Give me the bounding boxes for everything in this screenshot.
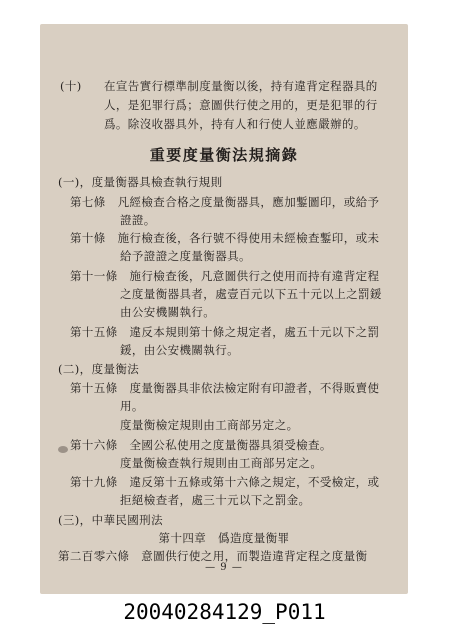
scanned-page [40, 24, 408, 594]
archive-id-caption: 20040284129_P011 [123, 600, 326, 624]
article-line: 鍰，由公安機關執行。 [120, 343, 239, 357]
article-line: 第十九條 違反第十五條或第十六條之規定，不受檢定，或 [70, 475, 380, 489]
article-line: 拒絕檢查者，處三十元以下之罰金。 [120, 493, 311, 507]
para-line: 在宣告實行標準制度量衡以後，持有違背定程器具的 [104, 79, 378, 93]
article-note: 度量衡檢查執行規則由工商部另定之。 [120, 456, 323, 470]
article-line: 第十六條 全國公私使用之度量衡器具須受檢查。 [70, 438, 332, 452]
section-heading: (三)，中華民國刑法 [58, 513, 163, 527]
section-title: 重要度量衡法規摘錄 [149, 146, 299, 164]
article-line: 由公安機關執行。 [120, 305, 216, 319]
article-line: 第十五條 違反本規則第十條之規定者，處五十元以下之罰 [70, 325, 380, 339]
article-note: 度量衡檢定規則由工商部另定之。 [120, 418, 299, 432]
para-marker: (十) [60, 79, 82, 93]
article-line: 第二百零六條 意圖供行使之用，而製造違背定程之度量衡 [58, 549, 368, 563]
para-line: 人，是犯罪行爲；意圖供行使之用的，更是犯罪的行 [104, 98, 378, 112]
section-heading: (一)，度量衡器具檢查執行規則 [58, 175, 223, 189]
ink-smudge [58, 446, 68, 453]
article-line: 給予證證之度量衡器具。 [120, 249, 251, 263]
chapter-heading: 第十四章 僞造度量衡罪 [158, 531, 290, 545]
para-line: 爲。除沒收器具外，持有人和行使人並應嚴辦的。 [104, 117, 366, 131]
article-line: 第十一條 施行檢查後，凡意圖供行之使用而持有違背定程 [70, 269, 380, 283]
article-line: 第七條 凡經檢查合格之度量衡器具，應加鏨圖印，或給予 [70, 195, 380, 209]
article-line: 第十五條 度量衡器具非依法檢定附有印證者，不得販賣使 [70, 381, 380, 395]
article-line: 第十條 施行檢查後，各行號不得使用未經檢查鏨印，或未 [70, 231, 380, 245]
article-line: 之度量衡器具者，處壹百元以下五十元以上之罰鍰 [120, 287, 382, 301]
section-heading: (二)，度量衡法 [58, 362, 140, 376]
article-line: 證證。 [120, 213, 156, 227]
article-line: 用。 [120, 399, 144, 413]
page-number: — 9 — [205, 562, 243, 573]
